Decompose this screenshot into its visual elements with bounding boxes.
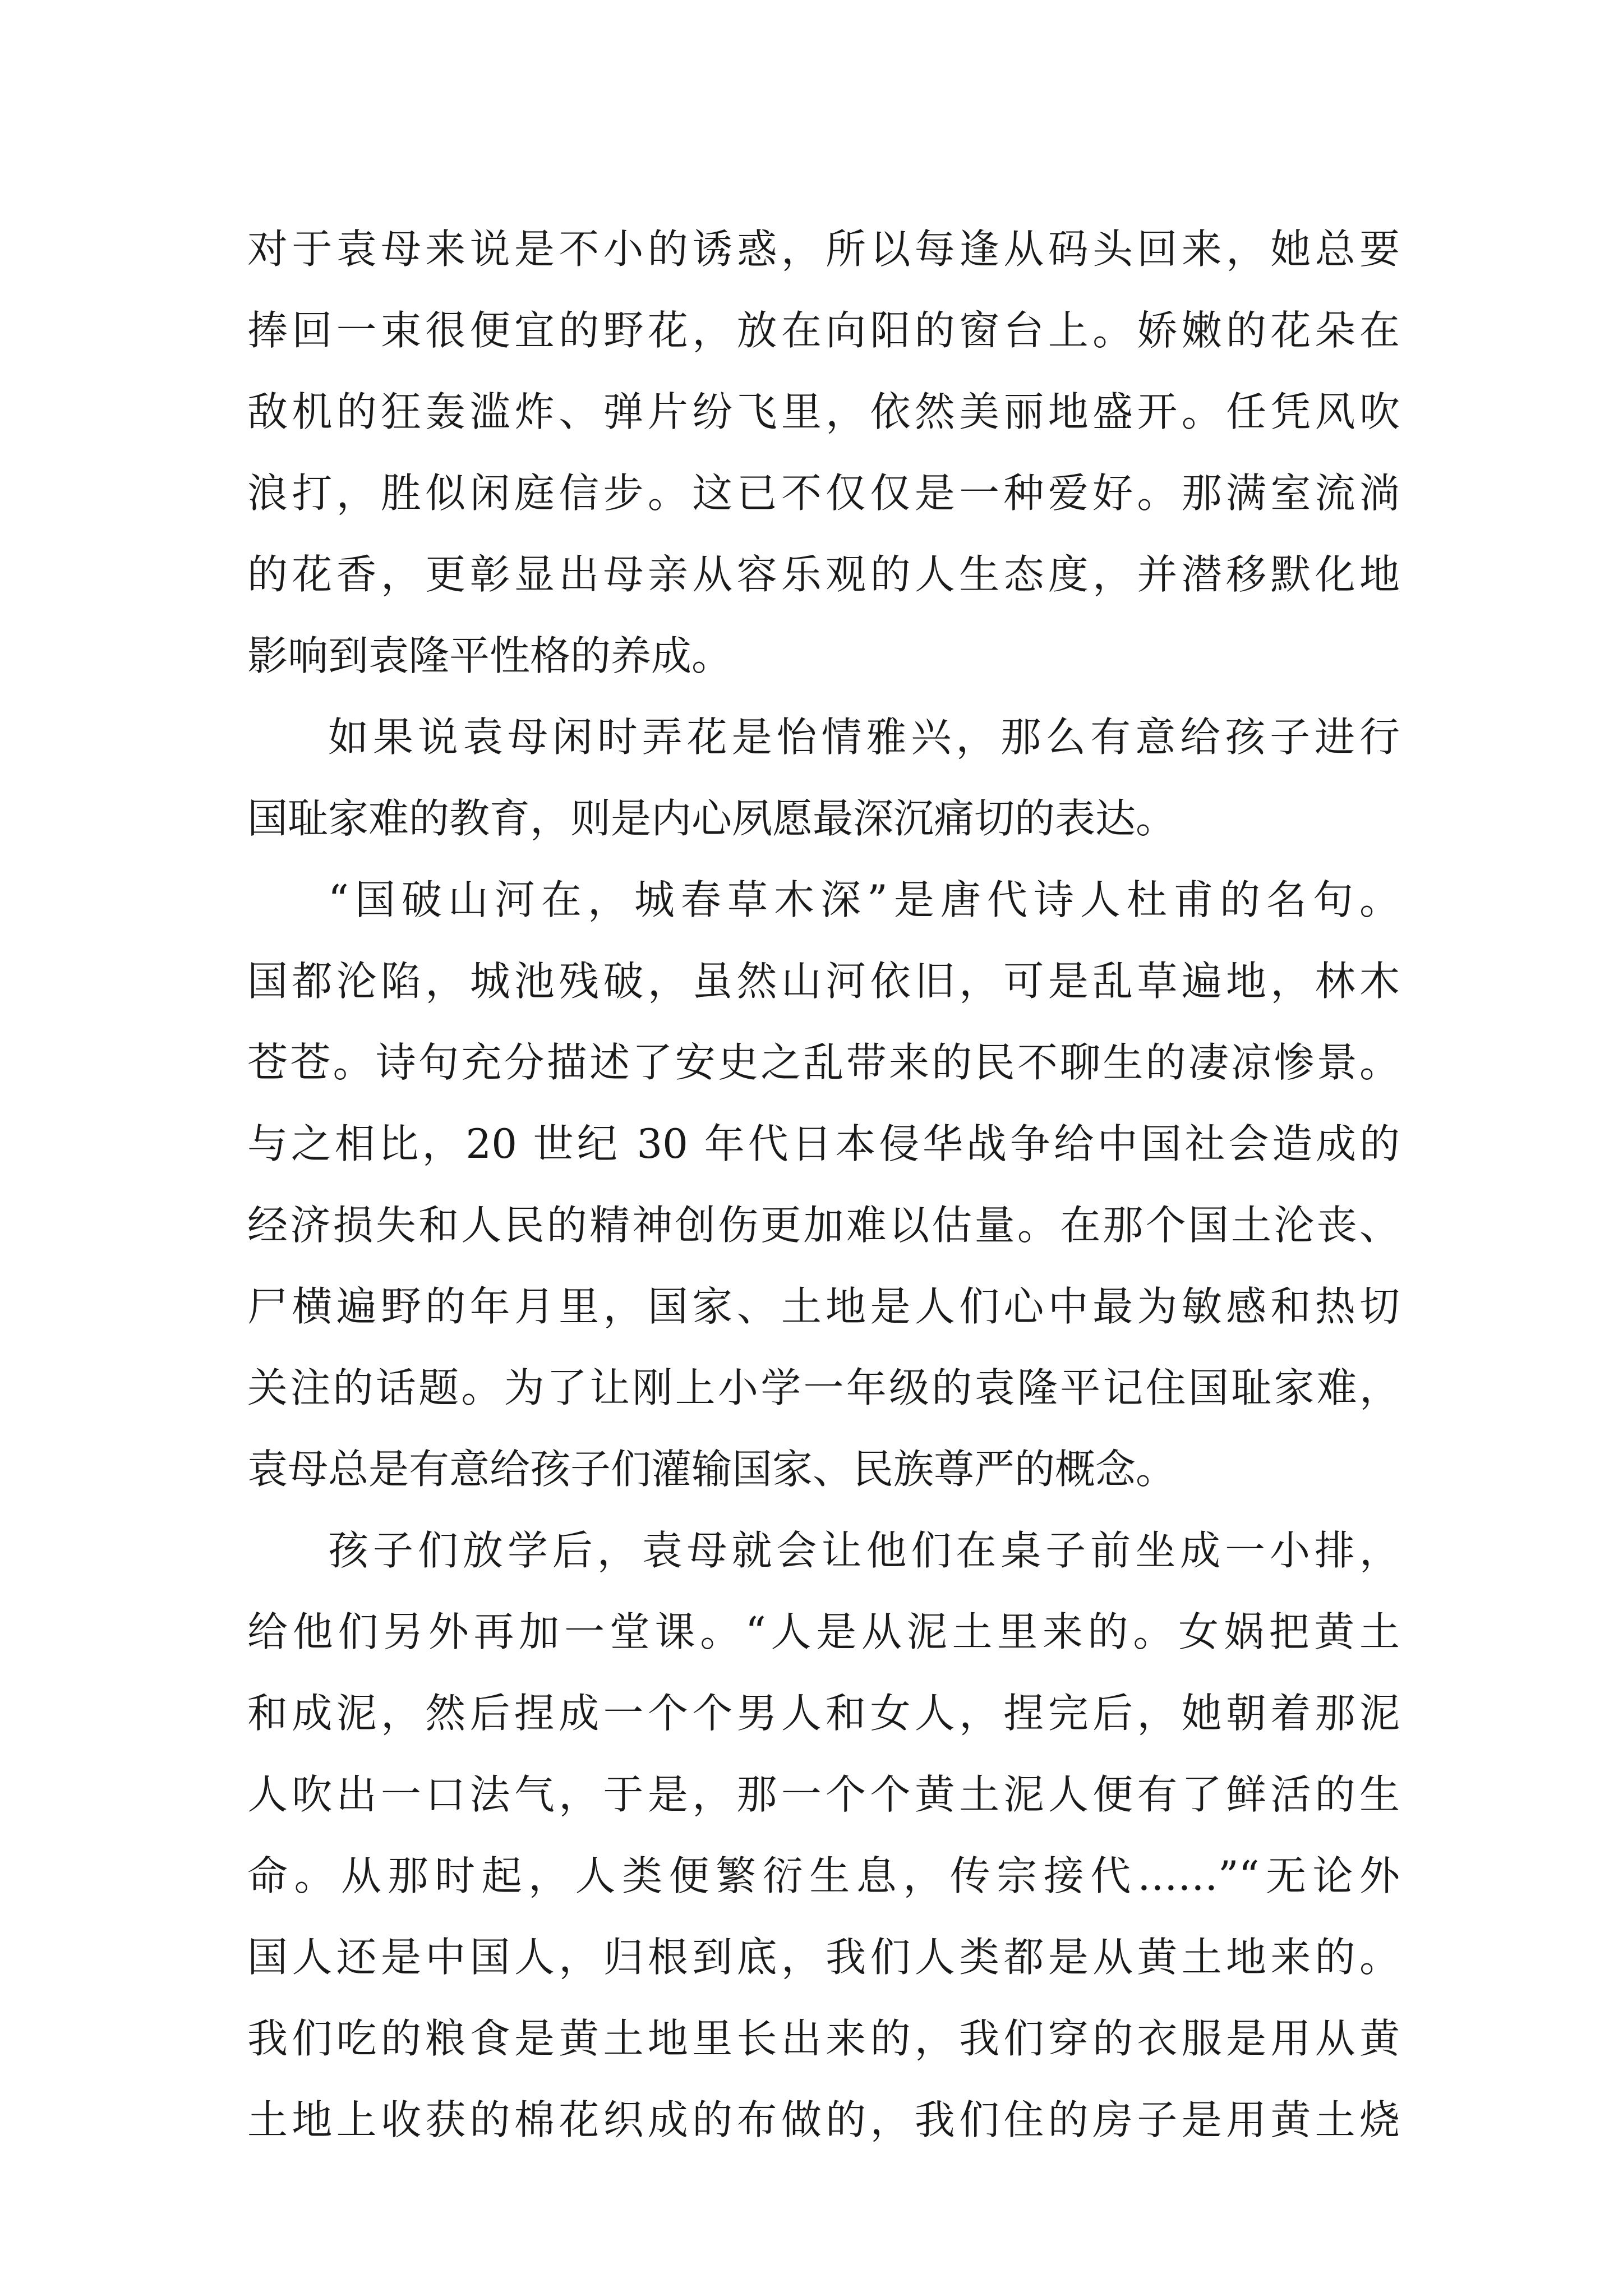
text-line: 的花香，更彰显出母亲从容乐观的人生态度，并潜移默化地 xyxy=(247,551,1400,598)
text-line: 我们吃的粮食是黄土地里长出来的，我们穿的衣服是用从黄 xyxy=(247,2015,1400,2062)
text-line: 给他们另外再加一堂课。“人是从泥土里来的。女娲把黄土 xyxy=(247,1608,1400,1655)
text-line: 和成泥，然后捏成一个个男人和女人，捏完后，她朝着那泥 xyxy=(247,1690,1400,1737)
text-line: 经济损失和人民的精神创伤更加难以估量。在那个国土沦丧、 xyxy=(247,1202,1400,1249)
text-line: 敌机的狂轰滥炸、弹片纷飞里，依然美丽地盛开。任凭风吹 xyxy=(247,388,1400,435)
text-line: 国人还是中国人，归根到底，我们人类都是从黄土地来的。 xyxy=(247,1934,1400,1981)
text-line: 人吹出一口法气，于是，那一个个黄土泥人便有了鲜活的生 xyxy=(247,1771,1400,1818)
text-line: 袁母总是有意给孩子们灌输国家、民族尊严的概念。 xyxy=(247,1446,1177,1493)
text-line: 捧回一束很便宜的野花，放在向阳的窗台上。娇嫩的花朵在 xyxy=(247,307,1400,354)
text-line: 国耻家难的教育，则是内心夙愿最深沉痛切的表达。 xyxy=(247,795,1177,842)
text-line: 尸横遍野的年月里，国家、土地是人们心中最为敏感和热切 xyxy=(247,1283,1400,1330)
text-line: 孩子们放学后，袁母就会让他们在桌子前坐成一小排， xyxy=(328,1527,1400,1574)
text-line: 国都沦陷，城池残破，虽然山河依旧，可是乱草遍地，林木 xyxy=(247,958,1400,1005)
text-line: 土地上收获的棉花织成的布做的，我们住的房子是用黄土烧 xyxy=(247,2096,1400,2143)
text-line: “国破山河在，城春草木深”是唐代诗人杜甫的名句。 xyxy=(328,876,1400,923)
text-line: 命。从那时起，人类便繁衍生息，传宗接代……”“无论外 xyxy=(247,1852,1400,1899)
text-line: 关注的话题。为了让刚上小学一年级的袁隆平记住国耻家难， xyxy=(247,1364,1400,1411)
text-line: 浪打，胜似闲庭信步。这已不仅仅是一种爱好。那满室流淌 xyxy=(247,470,1400,517)
text-line: 苍苍。诗句充分描述了安史之乱带来的民不聊生的凄凉惨景。 xyxy=(247,1039,1400,1086)
text-line: 与之相比，20 世纪 30 年代日本侵华战争给中国社会造成的 xyxy=(247,1120,1400,1167)
text-line: 对于袁母来说是不小的诱惑，所以每逢从码头回来，她总要 xyxy=(247,226,1400,273)
text-line: 影响到袁隆平性格的养成。 xyxy=(247,632,732,679)
text-line: 如果说袁母闲时弄花是怡情雅兴，那么有意给孩子进行 xyxy=(328,714,1400,761)
body-text xyxy=(247,209,1400,2161)
